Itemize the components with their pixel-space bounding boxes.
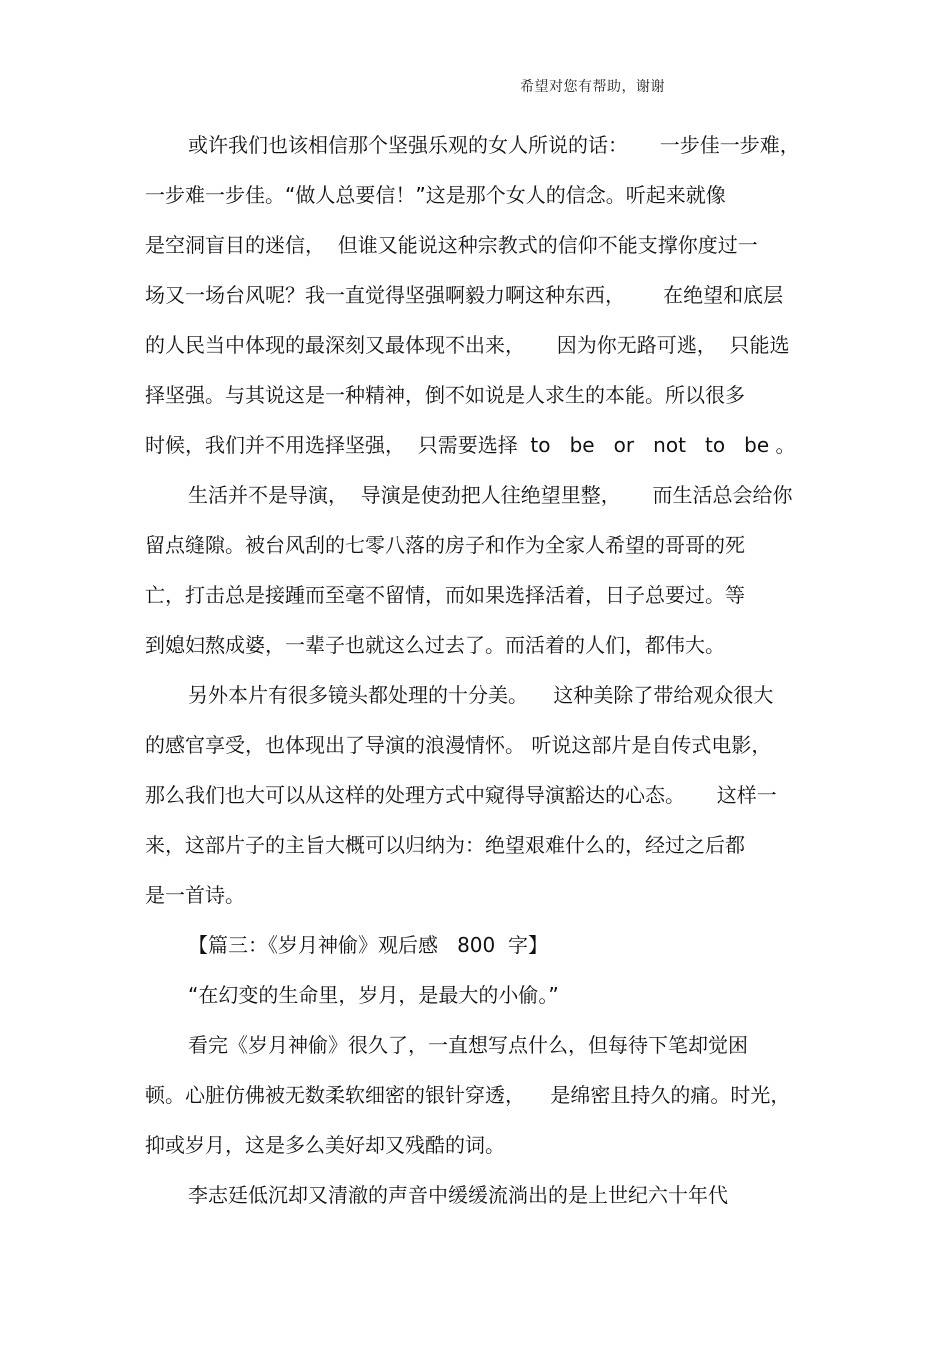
text-line: 时候，我们并不用选择坚强， 只需要选择 to be or not to be 。 [145,433,796,457]
text-line: 是一首诗。 [145,883,245,907]
text-line: 是空洞盲目的迷信， 但谁又能说这种宗教式的信仰不能支撑你度过一 [145,233,758,257]
text-line: 抑或岁月，这是多么美好却又残酷的词。 [145,1133,505,1157]
text-line: 看完《岁月神偷》很久了，一直想写点什么，但每待下笔却觉困 [188,1033,748,1057]
text-line: 一步难一步佳。“做人总要信！”这是那个女人的信念。听起来就像 [145,183,726,207]
text-line: 场又一场台风呢？我一直觉得坚强啊毅力啊这种东西， 在绝望和底层 [145,283,784,307]
text-line: 来，这部片子的主旨大概可以归纳为：绝望艰难什么的，经过之后都 [145,833,745,857]
section-heading: 【篇三：《岁月神偷》观后感 800 字】 [188,933,548,957]
text-line: 择坚强。与其说这是一种精神，倒不如说是人求生的本能。所以很多 [145,383,745,407]
text-line: 的人民当中体现的最深刻又最体现不出来， 因为你无路可逃， 只能选 [145,333,790,357]
text-line: 亡，打击总是接踵而至毫不留情，而如果选择活着，日子总要过。等 [145,583,745,607]
text-line: 留点缝隙。被台风刮的七零八落的房子和作为全家人希望的哥哥的死 [145,533,745,557]
text-line: 生活并不是导演， 导演是使劲把人往绝望里整， 而生活总会给你 [188,483,793,507]
text-line: 那么我们也大可以从这样的处理方式中窥得导演豁达的心态。 这样一 [145,783,777,807]
text-line: 或许我们也该相信那个坚强乐观的女人所说的话： 一步佳一步难， [188,133,800,157]
text-line: 的感官享受，也体现出了导演的浪漫情怀。 听说这部片是自传式电影， [145,733,772,757]
page-header-note: 希望对您有帮助，谢谢 [520,79,665,95]
text-line: 到媳妇熬成婆，一辈子也就这么过去了。而活着的人们，都伟大。 [145,633,725,657]
quote-line: “在幻变的生命里，岁月，是最大的小偷。” [188,983,559,1007]
text-line: 另外本片有很多镜头都处理的十分美。 这种美除了带给观众很大 [188,683,774,707]
text-line: 顿。心脏仿佛被无数柔软细密的银针穿透， 是绵密且持久的痛。时光， [145,1083,791,1107]
text-line: 李志廷低沉却又清澈的声音中缓缓流淌出的是上世纪六十年代 [188,1183,728,1207]
